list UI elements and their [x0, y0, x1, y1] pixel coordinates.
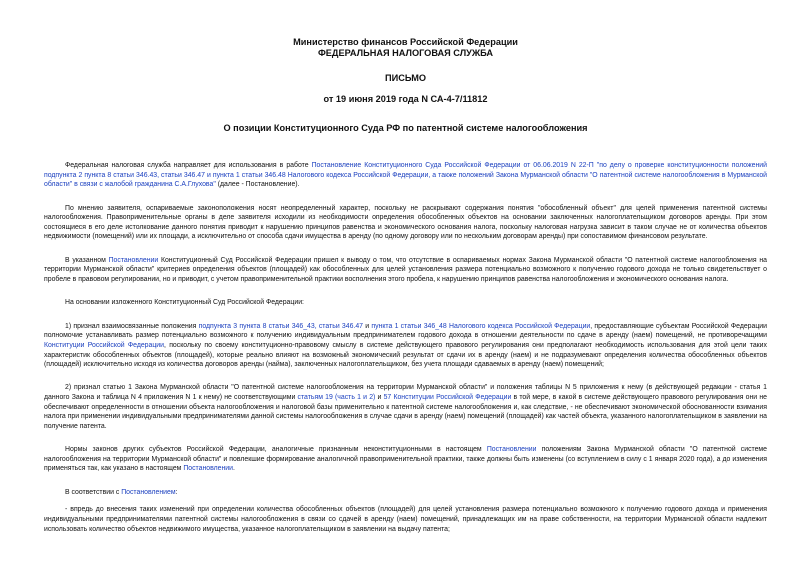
paragraph-5 [44, 322, 767, 370]
paragraph-3 [44, 256, 767, 285]
text: в той мере, в какой в системе действующего правового регулирования они не обеспечивают определенности в отношении объекта налогообложения и налоговой базы применительно к патентной системе налогообложения и, как следствие, - не обеспечивают экономической обоснованности взимания налога при применении индивидуальными предпринимателями данной системы налогообложения в случае сдачи в аренду (наем) помещений (площадей) как частей объекта, указанного налогоплательщиком в заявлении на получение патента. [44, 394, 767, 430]
text: Нормы законов других субъектов Российской Федерации, аналогичные признанным неконституционными в настоящем [65, 446, 487, 454]
text: и [363, 322, 372, 330]
paragraph-9 [44, 505, 767, 534]
text: В соответствии с [65, 488, 122, 496]
text: - впредь до внесения таких изменений при определении количества обособленных объектов (площадей) для целей установления размера потенциально возможного к получению годового дохода и применения индивидуальными предпринимателями патентной системы налогообложения в связи со сдачей в аренду (наем) помещений, принадлежащих им на праве собственности, на территории Мурманской области надлежит использовать количество объектов недвижимого имущества, указанное налогоплательщиком в заявлении на выдачу патента; [44, 506, 767, 533]
constitution-article-link[interactable]: 57 Конституции Российской Федерации [383, 394, 512, 402]
text: положениям Закона Мурманской области "О патентной системе налогообложения на территории Мурманской области" и повлекшие формирование аналогичной правоприменительной практики, также должны быть изменены (со вступлением в силу с 1 января 2020 года), а до изменения применяться так, как указано в настоящем [44, 446, 767, 473]
ruling-link[interactable]: Постановлении [183, 465, 233, 473]
paragraph-2 [44, 204, 767, 242]
paragraph-7 [44, 445, 767, 474]
text: , предоставляющие субъектам Российской Федерации полномочие устанавливать размер потенциально возможного к получению индивидуальным предпринимателем годового дохода в отношении деятельности по сдаче в аренду (наем) помещений, не противоречащими [44, 322, 767, 340]
text: . [232, 465, 235, 473]
text: 1) признал взаимосвязанные положения [65, 322, 199, 330]
text: 2) признал статью 1 Закона Мурманской области "О патентной системе налогообложения на территории Мурманской области" и положения таблицы N 5 приложения к нему (в действующей редакции - статья 1 данного Закона и таблица N 4 приложения N 1 к нему) не соответствующими [44, 384, 767, 402]
constitution-article-link[interactable]: статьям 19 (часть 1 и 2) [297, 394, 376, 402]
paragraph-4 [44, 298, 767, 308]
document-body [44, 161, 767, 534]
text: Конституционный Суд Российской Федерации пришел к выводу о том, что отсутствие в оспариваемых нормах Закона Мурманской области "О патентной системе налогообложения на территории Мурманской области" критериев определения объектов (площадей) как обособленных для целей установления размера потенциально возможного к получению годового дохода не только свидетельствует о пробеле в правовом регулировании, но и приводит, с учетом правоприменительной практики восполнения этого пробела, к нарушению принципов равенства налогообложения и экономического основания налога. [44, 256, 767, 283]
text: : [175, 488, 178, 496]
tax-code-link[interactable]: пункта 1 статьи 346_48 Налогового кодекса Российской Федерации [371, 322, 591, 330]
ruling-link[interactable]: Постановление Конституционного Суда Российской Федерации от 06.06.2019 N 22-П "по делу о проверке конституционности положений подпункта 2 пункта 8 статьи 346.43, статьи 346.47 и пункта 1 статьи 346.48 Налогового кодекса Российской Федерации, а также положений Закона Мурманской области "О патентной системе налогообложения в Мурманской области" в связи с жалобой гражданина С.А.Глухова" [44, 162, 768, 189]
text: , поскольку по своему конституционно-правовому смыслу в системе действующего правового регулирования они предполагают необходимость использования для этой цели таких характеристик обособленных объектов (площадей), которые реально влияют на возможный экономический результат от сдачи их в аренду (наем) и не подразумевают определения количества обособленных объектов (площадей) исключительно исходя из количества договоров аренды (найма), заключенных налогоплательщиком, без учета площади сдаваемых в аренду (наем) помещений; [44, 341, 767, 369]
document-type: ПИСЬМО [384, 73, 427, 83]
document-date-number: от 19 июня 2019 года N СА-4-7/11812 [323, 94, 488, 104]
text: На основании изложенного Конституционный Суд Российской Федерации: [65, 299, 304, 307]
text: и [375, 394, 384, 402]
paragraph-1 [44, 161, 767, 190]
document-title: О позиции Конституционного Суда РФ по патентной системе налогообложения [223, 123, 588, 133]
tax-code-link[interactable]: подпункта 3 пункта 8 статьи 346_43, статьи 346.47 [198, 322, 363, 330]
text: Федеральная налоговая служба направляет для использования в работе [65, 162, 312, 169]
paragraph-6 [44, 383, 767, 431]
document-header [44, 0, 767, 134]
ruling-link[interactable]: Постановлением [121, 488, 176, 496]
ruling-link[interactable]: Постановлении [108, 256, 159, 264]
text: По мнению заявителя, оспариваемые законоположения носят неопределенный характер, поскольку не раскрывают содержания понятия "обособленный объект" для целей применения патентной системы налогообложения. Правоприменительные органы в деле заявителя исходили из необходимости определения обособленных объектов на основании заключенных налогоплательщиком договоров аренды. При этом состоящиеся в его деле истолкование данного понятия приводит к нарушению принципов равенства и экономического основания налога, поскольку налоговая нагрузка зависит в таком случае не от количества объектов недвижимости (помещений) или их площади, а исключительно от способа сдачи имущества в аренду (по одному договору или по нескольким договорам аренды) при сопоставимом финансовом результате. [44, 204, 767, 241]
text: В указанном [65, 256, 109, 264]
paragraph-8 [44, 488, 767, 498]
ministry-name: Министерство финансов Российской Федерации [293, 37, 518, 47]
ruling-link[interactable]: Постановлении [486, 446, 537, 454]
text: (далее - Постановление). [215, 181, 300, 189]
service-name: ФЕДЕРАЛЬНАЯ НАЛОГОВАЯ СЛУЖБА [317, 48, 494, 58]
constitution-link[interactable]: Конституции Российской Федерации [44, 341, 164, 349]
